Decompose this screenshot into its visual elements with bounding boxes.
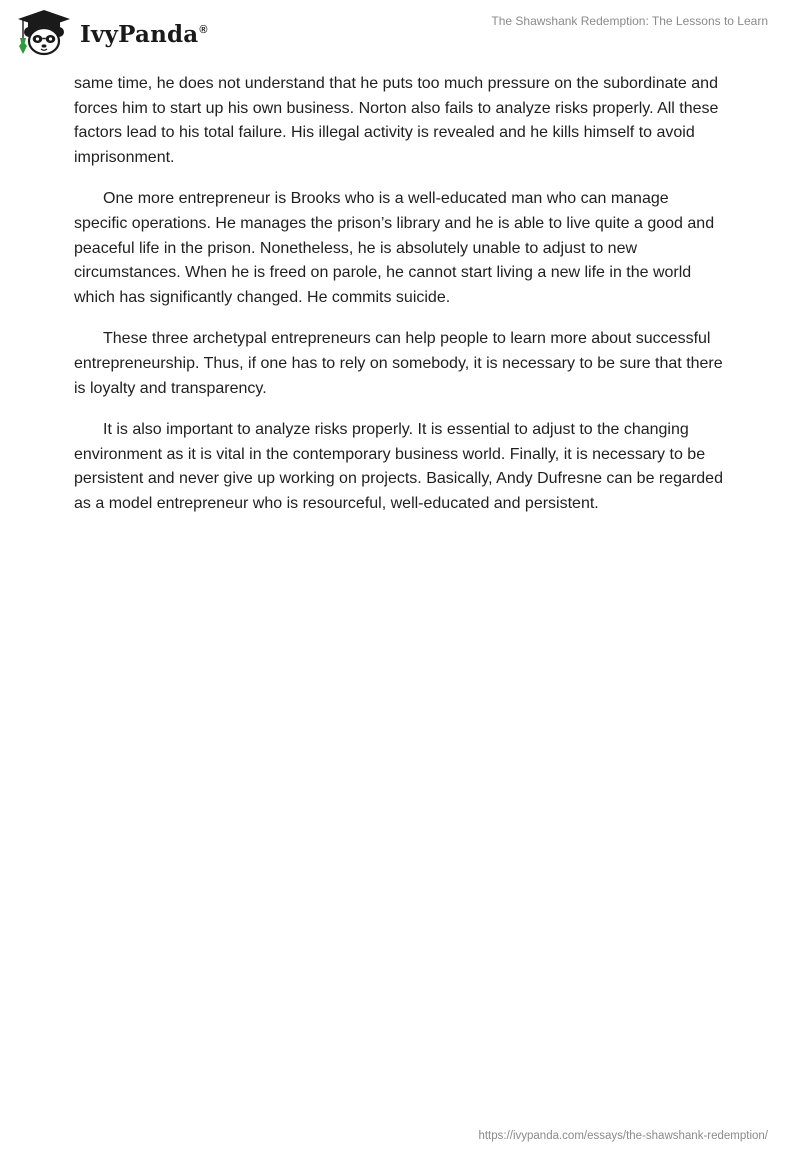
brand-name [80, 21, 208, 48]
registered-mark: ® [199, 23, 208, 36]
source-url-link[interactable]: https://ivypanda.com/essays/the-shawshank-redemption/ [478, 1130, 768, 1142]
document-title: The Shawshank Redemption: The Lessons to Learn [491, 14, 768, 28]
paragraph: One more entrepreneur is Brooks who is a well-educated man who can manage specific operations. He manages the prison’s library and he is able to live quite a good and peaceful life in the prison. Nonetheless, he is absolutely unable to adjust to new circumstances. When he is freed on parole, he cannot start living a new life in the world which has significantly changed. He commits suicide. [74, 190, 715, 306]
essay-body [74, 72, 726, 534]
panda-graduation-cap-icon [14, 8, 74, 58]
paragraph: These three archetypal entrepreneurs can help people to learn more about successful entrepreneurship. Thus, if one has to rely on somebody, it is necessary to be sure that there is loyalty and transparency. [74, 330, 723, 397]
paragraph: same time, he does not understand that he puts too much pressure on the subordinate and forces him to start up his own business. Norton also fails to analyze risks properly. All these factors lead to his total failure. His illegal activity is revealed and he kills himself to avoid imprisonment. [74, 75, 719, 166]
paragraph: It is also important to analyze risks properly. It is essential to adjust to the changing environment as it is vital in the contemporary business world. Finally, it is necessary to be persistent and never give up working on projects. Basically, Andy Dufresne can be regarded as a model entrepreneur who is resourceful, well-educated and persistent. [74, 421, 723, 512]
ivypanda-logo[interactable] [14, 8, 208, 58]
brand-name-text: IvyPanda [80, 20, 199, 48]
page-header [0, 0, 800, 70]
